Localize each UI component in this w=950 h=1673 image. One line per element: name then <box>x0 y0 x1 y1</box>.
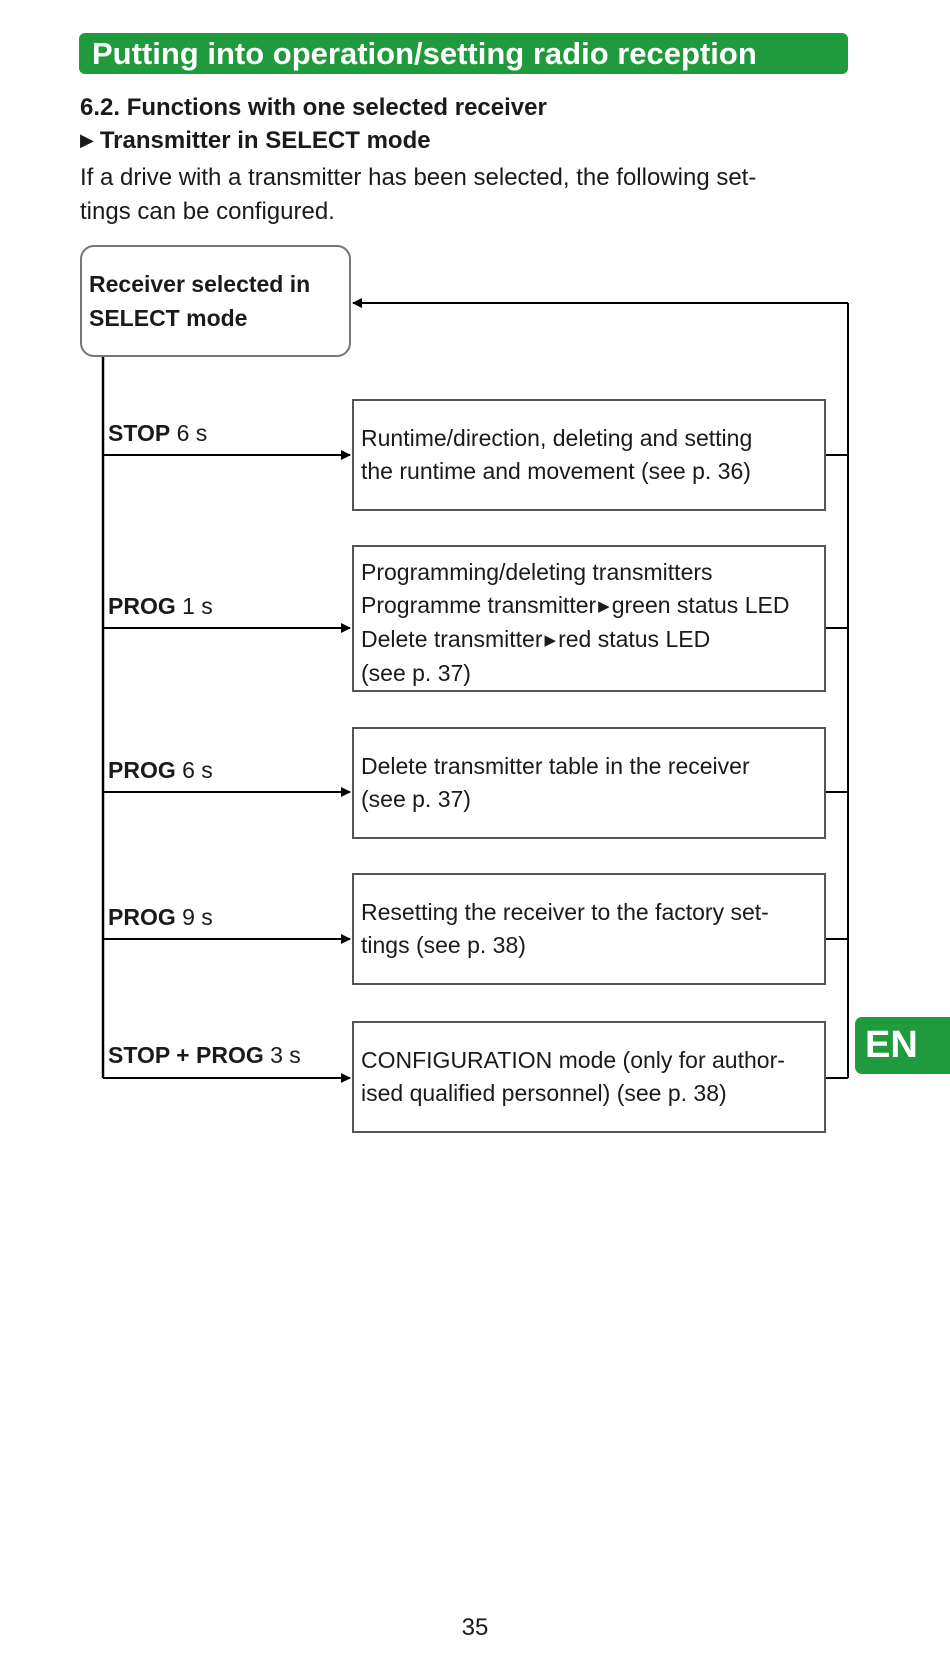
step-box-delete-table <box>352 727 826 839</box>
receiver-box-line: SELECT mode <box>89 305 248 331</box>
step-box-factory-reset <box>352 873 826 985</box>
step-label-prog-6s <box>108 757 213 784</box>
step-box-configuration <box>352 1021 826 1133</box>
section-title: 6.2. Functions with one selected receiver <box>80 94 547 121</box>
step-box-line: ised qualified personnel) (see p. 38) <box>361 1080 727 1106</box>
step-key: STOP + PROG <box>108 1042 264 1068</box>
language-tab-en: EN <box>855 1017 950 1074</box>
step-label-stop-6s <box>108 420 207 447</box>
step-box-line: Delete transmitter ▶red status LED <box>361 623 824 657</box>
step-label-stop-prog-3s <box>108 1042 301 1069</box>
step-box-line: (see p. 37) <box>361 786 471 812</box>
step-label-prog-1s <box>108 593 213 620</box>
page-number: 35 <box>461 1614 489 1641</box>
step-duration: 9 s <box>182 904 213 930</box>
step-box-line: CONFIGURATION mode (only for author- <box>361 1047 785 1073</box>
step-key: PROG <box>108 593 176 619</box>
step-box-programming <box>352 545 826 692</box>
triangle-right-icon: ▶ <box>544 632 557 649</box>
sub-title-text: Transmitter in SELECT mode <box>99 127 431 154</box>
receiver-box-line: Receiver selected in <box>89 271 311 297</box>
step-duration: 6 s <box>176 420 208 446</box>
step-duration: 1 s <box>182 593 213 619</box>
step-duration: 3 s <box>270 1042 301 1068</box>
step-box-line: (see p. 37) <box>361 660 471 686</box>
page-header-title: Putting into operation/setting radio reception <box>92 36 757 71</box>
step-duration: 6 s <box>182 757 213 783</box>
intro-line: If a drive with a transmitter has been selected, the following set- <box>80 164 757 191</box>
step-box-line: tings (see p. 38) <box>361 932 526 958</box>
triangle-right-icon: ▶ <box>80 130 94 150</box>
step-box-line: Programming/deleting transmitters <box>361 559 713 585</box>
step-label-prog-9s <box>108 904 213 931</box>
receiver-selected-box <box>80 245 351 357</box>
step-box-runtime <box>352 399 826 511</box>
step-box-line: Resetting the receiver to the factory set- <box>361 899 769 925</box>
step-box-line: Runtime/direction, deleting and setting <box>361 425 753 451</box>
step-key: PROG <box>108 904 176 930</box>
intro-line: tings can be configured. <box>80 198 335 225</box>
step-key: STOP <box>108 420 171 446</box>
step-box-line: Programme transmitter ▶green status LED <box>361 589 824 623</box>
triangle-right-icon: ▶ <box>598 598 610 615</box>
step-box-line: Delete transmitter table in the receiver <box>361 753 750 779</box>
step-box-line: the runtime and movement (see p. 36) <box>361 458 751 484</box>
step-key: PROG <box>108 757 176 783</box>
